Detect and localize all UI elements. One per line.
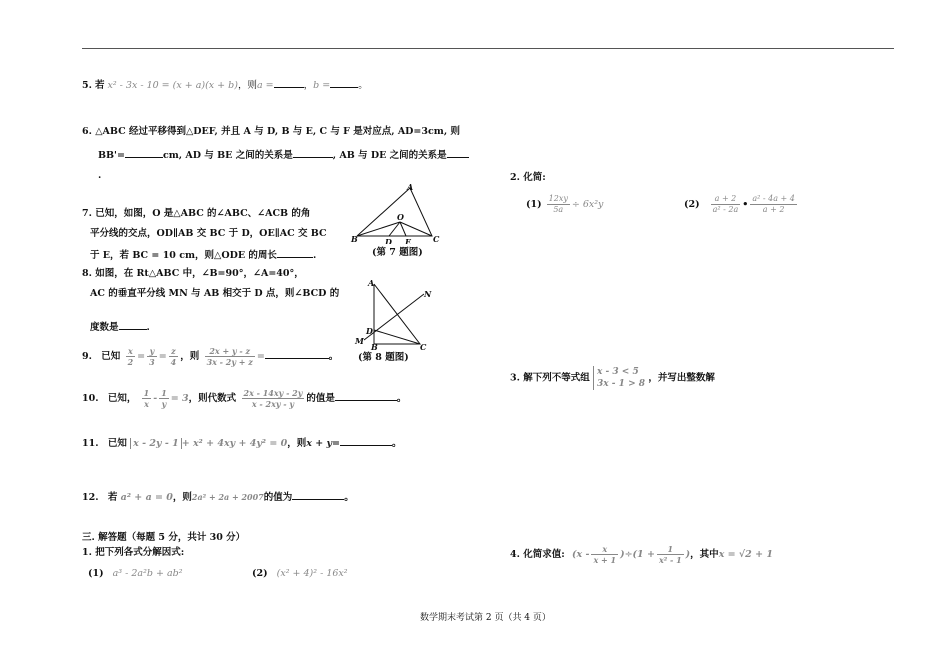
question-6-line2: BB'= cm, AD 与 BE 之间的关系是 , AB 与 DE 之间的关系是 xyxy=(98,148,469,161)
q5-equation: x² - 3x - 10 = (x + a)(x + b) xyxy=(107,80,238,91)
q10-blank[interactable] xyxy=(335,391,397,401)
q6-blank-3[interactable] xyxy=(447,148,469,158)
section-3-q1-part2: (2) (x² + 4)² - 16x² xyxy=(252,568,348,579)
q5-blank-b[interactable] xyxy=(330,78,358,88)
fig7-label-o: O xyxy=(397,212,404,222)
fig8-label-c: C xyxy=(420,342,427,350)
section-3-q1: 1. 把下列各式分解因式: xyxy=(82,547,185,558)
fig8-label-m: M xyxy=(355,336,364,346)
right-q2-title: 2. 化简: xyxy=(510,172,546,183)
q6-blank-2[interactable] xyxy=(293,148,333,158)
q6-blank-1[interactable] xyxy=(125,148,163,158)
q9-expression: $\frac{2x + y - z}{3x - 2y + z}$ xyxy=(206,346,253,367)
figure-7-caption: (第 7 题图) xyxy=(372,247,423,258)
question-8-line2: AC 的垂直平分线 MN 与 AB 相交于 D 点，则∠BCD 的 xyxy=(90,288,340,299)
q10-expression: $\frac{2x - 14xy - 2y}{x - 2xy - y}$ xyxy=(243,388,303,409)
fig7-label-c: C xyxy=(433,234,440,244)
question-8-line1: 8. 如图，在 Rt△ABC 中，∠B=90°，∠A=40°， xyxy=(82,268,304,279)
question-9: 9. 已知 $\frac{x}{2}$ = $\frac{y}{3}$ = $\frac{z}{4}$ ，则 $\frac{2x + y - z}{3x - 2y + z}$ = 。 xyxy=(82,346,339,367)
question-6-line1: 6. △ABC 经过平移得到△DEF, 并且 A 与 D, B 与 E, C 与 F 是对应点, AD=3cm, 则 xyxy=(82,126,460,137)
figure-8-caption: (第 8 题图) xyxy=(358,352,409,363)
q12-blank[interactable] xyxy=(292,490,344,500)
right-q2-part2: (2) $\frac{a + 2}{\text{a² - 2a}}$ • $\frac{\text{a² - 4a + 4}}{a + 2}$ xyxy=(684,194,795,214)
right-q3: 3. 解下列不等式组 x - 3 < 5 3x - 1 > 8 ，并写出整数解 xyxy=(510,367,715,389)
q7-blank[interactable] xyxy=(277,248,313,258)
right-q2-part1: (1) $\frac{12xy}{5a}$ ÷ 6x²y xyxy=(526,194,604,214)
fig7-label-e: E xyxy=(405,237,412,244)
q9-blank[interactable] xyxy=(265,349,329,359)
fig8-label-b: B xyxy=(371,342,378,350)
question-5: 5. 若 x² - 3x - 10 = (x + a)(x + b)，则a = ，b = 。 xyxy=(82,80,368,91)
question-10: 10. 已知， $\frac{1}{x}$ - $\frac{1}{y}$ = 3，则代数式 $\frac{2x - 14xy - 2y}{x - 2xy - y}$ 的值是 。 xyxy=(82,388,407,409)
q8-blank[interactable] xyxy=(119,320,147,330)
question-11: 11. 已知 x - 2y - 1 + x² + 4xy + 4y² = 0，则x + y= 。 xyxy=(82,438,402,449)
q11-blank[interactable] xyxy=(340,436,392,446)
fig7-label-d: D xyxy=(385,237,392,244)
question-8-line3: 度数是 . xyxy=(90,322,150,333)
q3-inequality-system: x - 3 < 5 3x - 1 > 8 xyxy=(593,366,645,390)
question-7-line1: 7. 已知，如图，O 是△ABC 的∠ABC、∠ACB 的角 xyxy=(82,208,311,219)
figure-8-triangle xyxy=(354,278,436,350)
question-6-line3: . xyxy=(98,170,102,181)
fig8-label-n: N xyxy=(424,289,432,299)
page-footer: 数学期末考试第 2 页（共 4 页） xyxy=(420,613,551,623)
figure-7-triangle xyxy=(350,182,440,244)
fig8-label-a: A xyxy=(368,278,375,288)
section-3-title: 三. 解答题（每题 5 分，共计 30 分） xyxy=(82,532,246,543)
header-rule xyxy=(82,48,894,49)
question-7-line2: 平分线的交点，OD∥AB 交 BC 于 D，OE∥AC 交 BC xyxy=(90,228,327,239)
right-q4: 4. 化简求值: (x - $\frac{x}{x + 1}$ )÷(1 + $\frac{1}{\text{x² - 1}}$ )，其中x = √2 + 1 xyxy=(510,544,773,565)
question-7-line3: 于 E，若 BC = 10 cm，则△ODE 的周长 . xyxy=(90,250,317,261)
section-3-q1-part1: (1) a³ - 2a²b + ab² xyxy=(88,568,183,579)
fig7-label-b: B xyxy=(351,234,358,244)
fig7-label-a: A xyxy=(407,182,414,192)
q5-blank-a[interactable] xyxy=(274,78,304,88)
fig8-label-d: D xyxy=(366,326,373,336)
question-12: 12. 若 a² + a = 0，则2a² + 2a + 2007的值为 。 xyxy=(82,492,354,503)
